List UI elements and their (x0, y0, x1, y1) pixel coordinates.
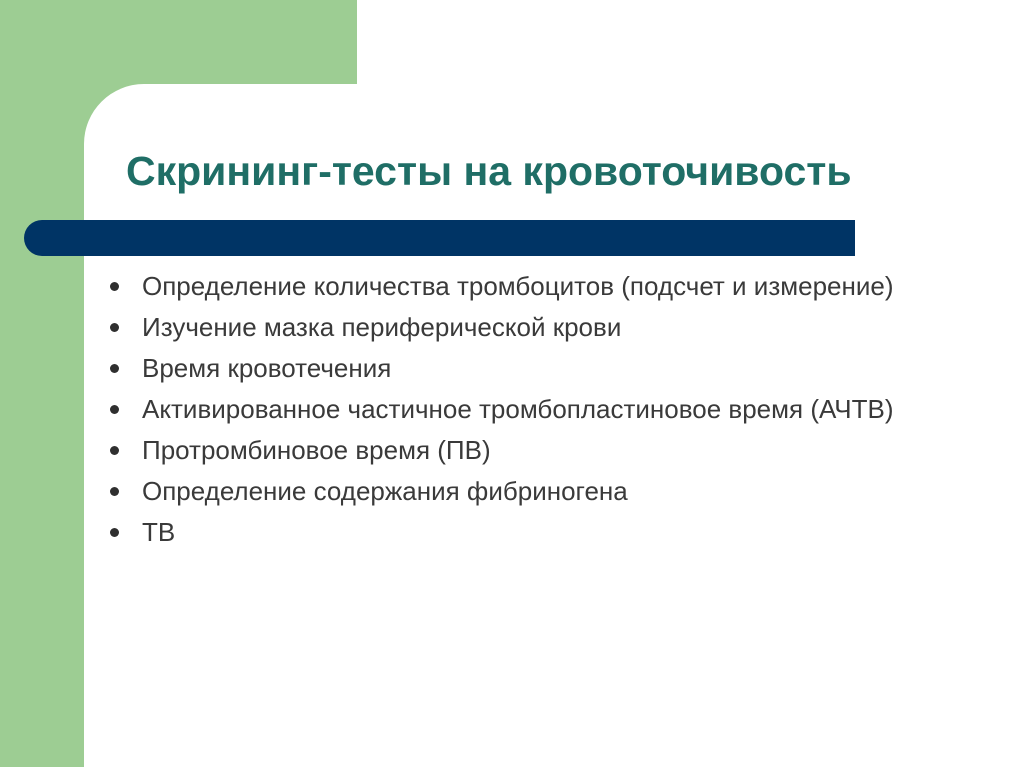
bullet-dot-icon (110, 487, 119, 496)
bullet-list (103, 268, 903, 555)
bullet-text: Активированное частичное тромбопластиновое время (АЧТВ) (142, 394, 894, 424)
bullet-item (103, 391, 903, 427)
slide-title: Скрининг-тесты на кровоточивость (126, 148, 852, 194)
bullet-item (103, 350, 903, 386)
bullet-text: Определение количества тромбоцитов (подсчет и измерение) (142, 271, 894, 301)
bullet-dot-icon (110, 446, 119, 455)
bullet-text: Определение содержания фибриногена (142, 476, 628, 506)
bullet-dot-icon (110, 405, 119, 414)
bullet-dot-icon (110, 364, 119, 373)
bullet-item (103, 514, 903, 550)
bullet-text: Протромбиновое время (ПВ) (142, 435, 491, 465)
title-underline-bar (24, 220, 855, 256)
bullet-text: Изучение мазка периферической крови (142, 312, 622, 342)
bullet-text: ТВ (142, 517, 176, 547)
bullet-item (103, 268, 903, 304)
bullet-text: Время кровотечения (142, 353, 392, 383)
bullet-dot-icon (110, 282, 119, 291)
bullet-item (103, 432, 903, 468)
bullet-dot-icon (110, 323, 119, 332)
bullet-item (103, 309, 903, 345)
bullet-dot-icon (110, 528, 119, 537)
bullet-item (103, 473, 903, 509)
